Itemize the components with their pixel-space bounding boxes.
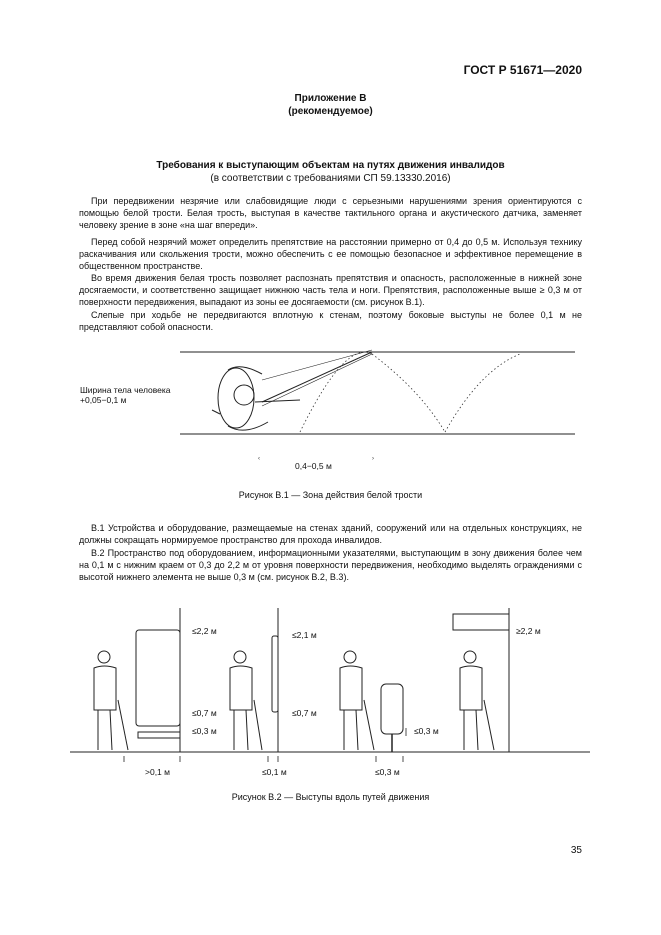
svg-text:›: › xyxy=(372,456,374,462)
page-number: 35 xyxy=(570,845,582,856)
p2-dim-label: ≤0,1 м xyxy=(262,767,287,777)
document-code: ГОСТ Р 51671—2020 xyxy=(463,63,582,77)
panel-4 xyxy=(453,608,541,752)
p1-top-label: ≤2,2 м xyxy=(192,626,217,636)
body-width-value: +0,05−0,1 м xyxy=(80,395,127,405)
person-topview-icon xyxy=(212,367,300,430)
p3-dim-label: ≤0,3 м xyxy=(375,767,400,777)
paragraph-4: Слепые при ходьбе не передвигаются вплотную к стенам, поэтому боковые выступы не более 0,1 м не представляют собой опасности. xyxy=(79,310,582,332)
figure-2-caption: Рисунок В.2 — Выступы вдоль путей движения xyxy=(231,792,430,802)
figure-1-caption: Рисунок В.1 — Зона действия белой трости xyxy=(238,490,423,500)
p2-mid-label: ≤0,7 м xyxy=(292,708,317,718)
appendix-title: Приложение В xyxy=(294,93,367,104)
person-1-icon xyxy=(94,651,128,750)
section-title: Требования к выступающим объектам на путях движения инвалидов xyxy=(156,160,505,171)
cane-range-label: 0,4−0,5 м xyxy=(295,461,332,471)
p1-dim-label: >0,1 м xyxy=(145,767,170,777)
paragraph-2: Перед собой незрячий может определить препятствие на расстоянии примерно от 0,4 до 0,5 м. Используя технику раскачивания или скольжения трости, можно обеспечить с ее помощью безопасное и эффективное перемещение в общественном пространстве. xyxy=(79,237,582,271)
p2-top-label: ≤2,1 м xyxy=(292,630,317,640)
p1-mid-label: ≤0,7 м xyxy=(192,708,217,718)
appendix-subtitle: (рекомендуемое) xyxy=(288,106,373,117)
person-3-icon xyxy=(340,651,374,750)
body-width-label: Ширина тела человека xyxy=(80,385,171,395)
p1-low-label: ≤0,3 м xyxy=(192,726,217,736)
figure-protrusions xyxy=(0,600,661,785)
p4-top-label: ≥2,2 м xyxy=(516,626,541,636)
svg-text:‹: ‹ xyxy=(258,456,260,462)
person-2-icon xyxy=(230,651,262,750)
paragraph-b1: В.1 Устройства и оборудование, размещаемые на стенах зданий, сооружений или на отдельных конструкциях, не должны сокращать нормируемое пространство для прохода инвалидов. xyxy=(79,523,582,545)
paragraph-1: При передвижении незрячие или слабовидящие люди с серьезными нарушениями зрения ориентируются с помощью белой трости. Белая трость, выступая в качестве тактильного органа и акустического датчика, заменяет человеку зрение в зоне «на шаг впереди». xyxy=(79,196,582,230)
section-subtitle: (в соответствии с требованиями СП 59.13330.2016) xyxy=(210,173,451,184)
paragraph-b2: В.2 Пространство под оборудованием, информационными указателями, выступающим в зону движения более чем на 0,1 м с нижним краем от 0,3 до 2,2 м от уровня поверхности передвижения, необходимо выделять ограждениями с высотой нижнего элемента не выше 0,3 м (см. рисунок В.2, В.3). xyxy=(79,548,582,582)
paragraph-3: Во время движения белая трость позволяет распознать препятствия и опасность, расположенные в нижней зоне досягаемости, и соответственно защищает нижнюю часть тела и ноги. Препятствия, расположенные выше ≥ 0,3 м от поверхности передвижения, выпадают из зоны ее досягаемости (см. рисунок В.1). xyxy=(79,273,582,307)
p3-low-label: ≤0,3 м xyxy=(414,726,439,736)
person-4-icon xyxy=(460,651,494,750)
figure-cane-zone xyxy=(0,340,661,480)
panel-3 xyxy=(340,651,439,777)
